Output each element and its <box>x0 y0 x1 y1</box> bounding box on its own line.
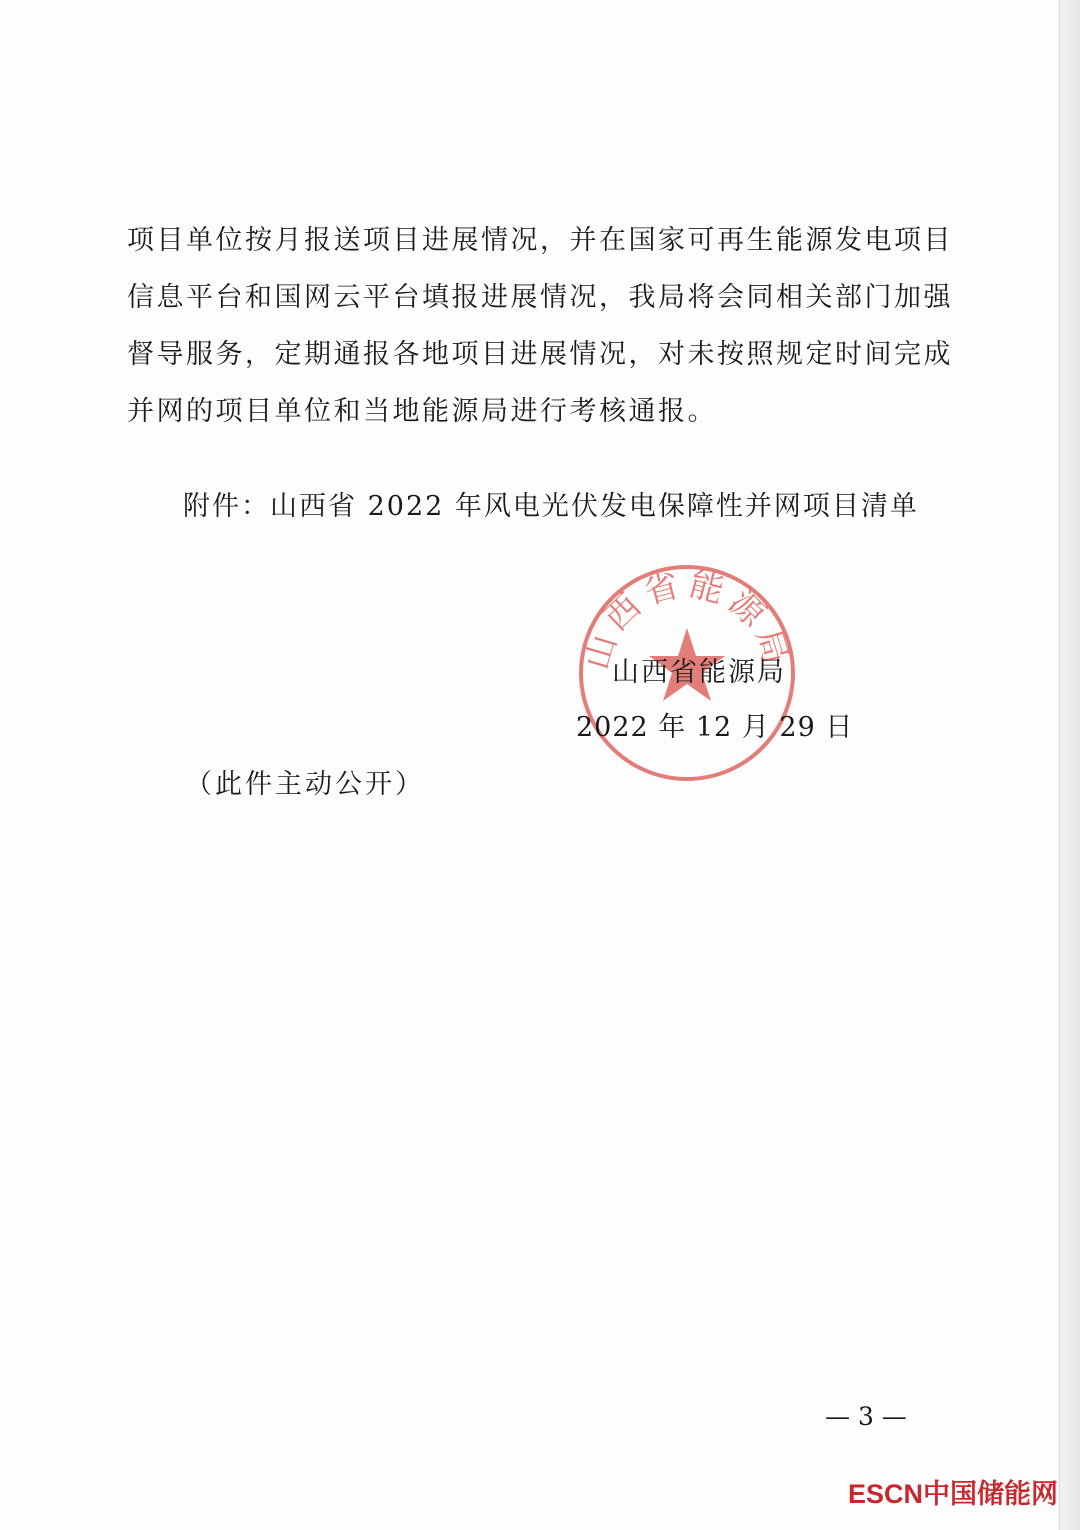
body-line: 项目单位按月报送项目进展情况，并在国家可再生能源发电项目 <box>127 225 953 256</box>
page-edge <box>1059 0 1080 1530</box>
issuer-name: 山西省能源局 <box>612 657 786 688</box>
body-paragraph <box>127 212 953 440</box>
body-line: 督导服务，定期通报各地项目进展情况，对未按照规定时间完成 <box>127 339 953 370</box>
public-disclosure-note: （此件主动公开） <box>185 769 425 800</box>
body-line: 并网的项目单位和当地能源局进行考核通报。 <box>127 396 717 427</box>
body-line: 信息平台和国网云平台填报进展情况，我局将会同相关部门加强 <box>127 282 953 313</box>
seal-text: 山西省能源局 <box>576 564 798 675</box>
attachment-line: 附件：山西省 2022 年风电光伏发电保障性并网项目清单 <box>183 491 919 522</box>
issue-date: 2022 年 12 月 29 日 <box>576 712 854 743</box>
escn-watermark-logo: ESCN中国储能网 <box>848 1479 1059 1509</box>
page-number: — 3 — <box>825 1402 907 1431</box>
